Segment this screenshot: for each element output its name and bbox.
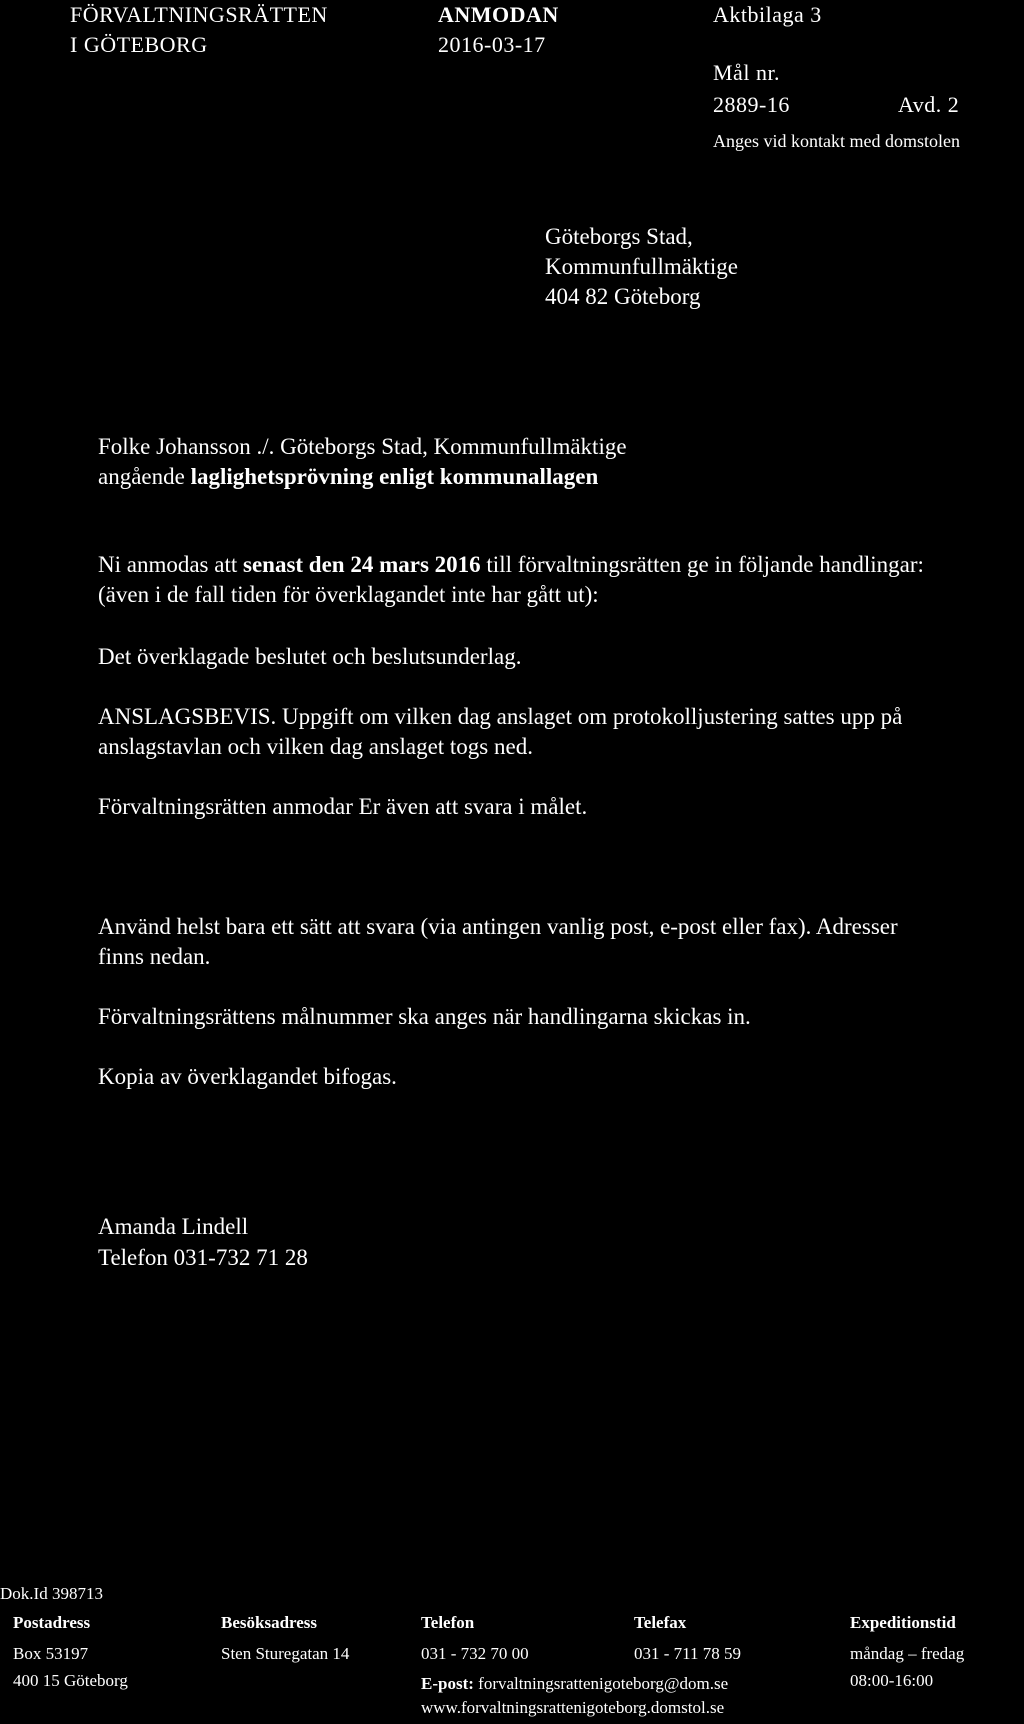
decision-paragraph: Det överklagade beslutet och beslutsunderlag. (98, 644, 522, 669)
recipient-line2: Kommunfullmäktige (545, 254, 738, 279)
request-paragraph-line1 (98, 550, 924, 580)
hours-heading: Expeditionstid (850, 1613, 956, 1632)
recipient-line3: 404 82 Göteborg (545, 284, 701, 309)
signature-phone: Telefon 031-732 71 28 (98, 1245, 308, 1270)
hours-time: 08:00-16:00 (850, 1671, 934, 1690)
subject-line1: Folke Johansson ./. Göteborgs Stad, Kommunfullmäktige (98, 434, 627, 459)
court-name-line2: I GÖTEBORG (70, 32, 208, 57)
postal-line2: 400 15 Göteborg (13, 1671, 128, 1690)
request-paragraph-line2: (även i de fall tiden för överklagandet inte har gått ut): (98, 582, 599, 607)
visit-heading: Besöksadress (221, 1613, 318, 1632)
case-note: Anges vid kontakt med domstolen (713, 131, 960, 151)
phone-value: 031 - 732 70 00 (421, 1644, 529, 1663)
signature-name: Amanda Lindell (98, 1214, 249, 1239)
visit-line1: Sten Sturegatan 14 (221, 1644, 350, 1663)
subject-line2 (98, 462, 598, 492)
subject-prefix: angående (98, 464, 191, 489)
request-text-a: Ni anmodas att (98, 552, 243, 577)
copy-paragraph: Kopia av överklagandet bifogas. (98, 1064, 397, 1089)
fax-value: 031 - 711 78 59 (634, 1644, 742, 1663)
case-number-paragraph: Förvaltningsrättens målnummer ska anges när handlingarna skickas in. (98, 1004, 751, 1029)
notice-paragraph-line2: anslagstavlan och vilken dag anslaget togs ned. (98, 734, 533, 759)
method-paragraph-line2: finns nedan. (98, 944, 211, 969)
document-type: ANMODAN (438, 2, 559, 27)
division: Avd. 2 (898, 92, 960, 117)
postal-line1: Box 53197 (13, 1644, 89, 1663)
subject-matter: laglighetsprövning enligt kommunallagen (190, 464, 599, 489)
request-text-b: till förvaltningsrätten ge in följande handlingar: (480, 552, 924, 577)
document-date: 2016-03-17 (438, 32, 546, 57)
website-link[interactable]: www.forvaltningsrattenigoteborg.domstol.se (421, 1698, 725, 1717)
phone-heading: Telefon (421, 1613, 475, 1632)
request-deadline: senast den 24 mars 2016 (243, 552, 481, 577)
fax-heading: Telefax (634, 1613, 687, 1632)
email-label: E-post: (421, 1674, 474, 1693)
method-paragraph-line1: Använd helst bara ett sätt att svara (via antingen vanlig post, e-post eller fax). Adresser (98, 914, 898, 939)
document-id: Dok.Id 398713 (0, 1584, 103, 1603)
email-row (421, 1673, 728, 1695)
attachment-label: Aktbilaga 3 (713, 2, 822, 27)
response-paragraph: Förvaltningsrätten anmodar Er även att svara i målet. (98, 794, 588, 819)
recipient-line1: Göteborgs Stad, (545, 224, 693, 249)
email-address[interactable]: forvaltningsrattenigoteborg@dom.se (478, 1674, 729, 1693)
notice-paragraph-line1: ANSLAGSBEVIS. Uppgift om vilken dag anslaget om protokolljustering sattes upp på (98, 704, 903, 729)
case-number: 2889-16 (713, 92, 790, 117)
postal-heading: Postadress (13, 1613, 91, 1632)
court-name-line1: FÖRVALTNINGSRÄTTEN (70, 2, 328, 27)
hours-days: måndag – fredag (850, 1644, 965, 1663)
case-number-label: Mål nr. (713, 60, 781, 85)
